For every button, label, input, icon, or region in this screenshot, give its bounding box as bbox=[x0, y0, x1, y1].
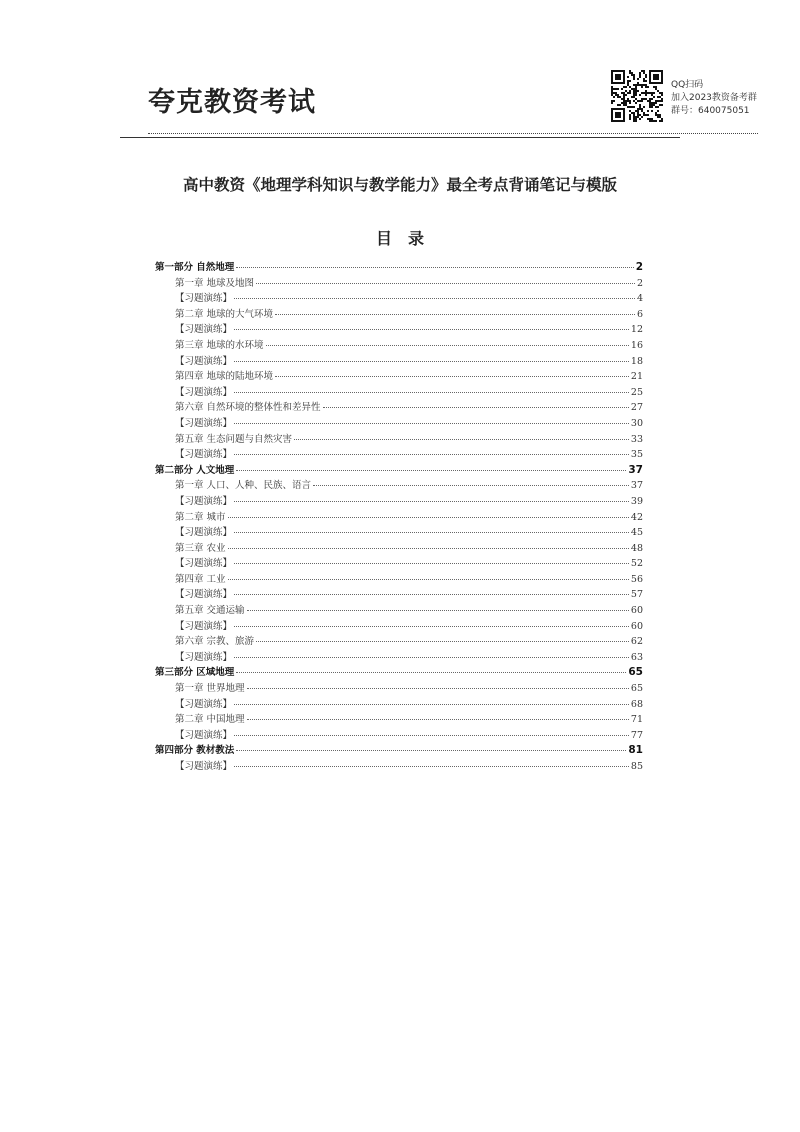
toc-dot-leader bbox=[234, 704, 629, 705]
toc-entry-label: 【习题演练】 bbox=[175, 386, 233, 398]
toc-dot-leader bbox=[234, 361, 629, 362]
toc-entry-page: 4 bbox=[636, 293, 643, 305]
toc-dot-leader bbox=[236, 267, 633, 268]
toc-dot-leader bbox=[234, 657, 629, 658]
toc-part-entry[interactable] bbox=[155, 259, 643, 275]
toc-entry-page: 33 bbox=[630, 433, 643, 445]
toc-chapter-entry[interactable] bbox=[155, 337, 643, 353]
toc-entry-page: 12 bbox=[630, 324, 643, 336]
qq-scan-label: QQ扫码 bbox=[671, 80, 704, 90]
toc-entry-page: 27 bbox=[630, 402, 643, 414]
toc-entry-label: 第二章 中国地理 bbox=[175, 714, 245, 726]
toc-chapter-entry[interactable] bbox=[155, 415, 643, 431]
toc-chapter-entry[interactable] bbox=[155, 758, 643, 774]
toc-dot-leader bbox=[234, 454, 629, 455]
toc-dot-leader bbox=[234, 626, 629, 627]
toc-entry-label: 第三章 地球的水环境 bbox=[175, 339, 264, 351]
toc-entry-label: 【习题演练】 bbox=[175, 620, 233, 632]
toc-entry-label: 第三部分 区域地理 bbox=[155, 667, 235, 679]
toc-entry-label: 第二章 地球的大气环境 bbox=[175, 308, 274, 320]
toc-entry-page: 60 bbox=[630, 620, 643, 632]
toc-entry-label: 第六章 自然环境的整体性和差异性 bbox=[175, 402, 321, 414]
toc-entry-label: 【习题演练】 bbox=[175, 761, 233, 772]
toc-chapter-entry[interactable] bbox=[155, 446, 643, 462]
toc-dot-leader bbox=[234, 329, 629, 330]
toc-dot-leader bbox=[247, 688, 629, 689]
toc-chapter-entry[interactable] bbox=[155, 431, 643, 447]
toc-chapter-entry[interactable] bbox=[155, 384, 643, 400]
toc-chapter-entry[interactable] bbox=[155, 368, 643, 384]
toc-chapter-entry[interactable] bbox=[155, 618, 643, 634]
toc-entry-label: 第二章 城市 bbox=[175, 511, 226, 523]
toc-entry-label: 【习题演练】 bbox=[175, 558, 233, 570]
brand-logo-text: 夸克教资考试 bbox=[148, 87, 316, 118]
toc-dot-leader bbox=[234, 563, 629, 564]
toc-entry-label: 【习题演练】 bbox=[175, 589, 233, 601]
toc-entry-page: 16 bbox=[630, 339, 643, 351]
toc-dot-leader bbox=[323, 407, 629, 408]
toc-entry-page: 18 bbox=[630, 355, 643, 367]
toc-dot-leader bbox=[294, 439, 629, 440]
toc-entry-page: 63 bbox=[630, 651, 643, 663]
toc-part-entry[interactable] bbox=[155, 462, 643, 478]
toc-chapter-entry[interactable] bbox=[155, 711, 643, 727]
toc-entry-page: 52 bbox=[630, 558, 643, 570]
toc-entry-label: 第一章 世界地理 bbox=[175, 683, 245, 695]
toc-entry-page: 65 bbox=[628, 666, 643, 679]
document-title: 高中教资《地理学科知识与教学能力》最全考点背诵笔记与模版 bbox=[182, 176, 617, 194]
toc-entry-label: 【习题演练】 bbox=[175, 293, 233, 305]
toc-dot-leader bbox=[313, 485, 629, 486]
toc-entry-label: 【习题演练】 bbox=[175, 449, 233, 461]
table-of-contents bbox=[155, 259, 643, 774]
toc-entry-page: 42 bbox=[630, 511, 643, 523]
toc-entry-page: 71 bbox=[630, 714, 643, 726]
toc-entry-label: 第一章 人口、人种、民族、语言 bbox=[175, 480, 312, 492]
toc-dot-leader bbox=[247, 719, 629, 720]
toc-entry-label: 第四章 工业 bbox=[175, 573, 226, 585]
toc-dot-leader bbox=[234, 423, 629, 424]
toc-entry-page: 81 bbox=[628, 744, 643, 757]
qr-code-icon bbox=[611, 70, 663, 122]
toc-entry-page: 65 bbox=[630, 683, 643, 695]
toc-entry-page: 6 bbox=[636, 308, 643, 320]
toc-part-entry[interactable] bbox=[155, 742, 643, 758]
toc-entry-page: 2 bbox=[636, 277, 643, 289]
toc-chapter-entry[interactable] bbox=[155, 524, 643, 540]
toc-chapter-entry[interactable] bbox=[155, 649, 643, 665]
toc-dot-leader bbox=[234, 594, 629, 595]
toc-part-entry[interactable] bbox=[155, 664, 643, 680]
toc-dot-leader bbox=[236, 750, 626, 751]
toc-entry-page: 2 bbox=[635, 261, 643, 273]
toc-entry-label: 【习题演练】 bbox=[175, 729, 233, 741]
qq-group-number: 群号：640075051 bbox=[671, 106, 750, 116]
toc-entry-page: 39 bbox=[630, 495, 643, 507]
toc-dot-leader bbox=[266, 345, 629, 346]
toc-chapter-entry[interactable] bbox=[155, 509, 643, 525]
toc-dot-leader bbox=[228, 548, 629, 549]
toc-entry-label: 【习题演练】 bbox=[175, 495, 233, 507]
toc-entry-label: 第二部分 人文地理 bbox=[155, 464, 235, 476]
toc-entry-label: 第一章 地球及地图 bbox=[175, 277, 255, 289]
toc-entry-page: 57 bbox=[630, 589, 643, 601]
toc-dot-leader bbox=[256, 283, 635, 284]
toc-chapter-entry[interactable] bbox=[155, 275, 643, 291]
toc-dot-leader bbox=[234, 735, 629, 736]
toc-dot-leader bbox=[228, 517, 629, 518]
toc-entry-page: 37 bbox=[630, 480, 643, 492]
toc-dot-leader bbox=[234, 392, 629, 393]
toc-entry-label: 【习题演练】 bbox=[175, 651, 233, 663]
toc-entry-label: 【习题演练】 bbox=[175, 355, 233, 367]
toc-chapter-entry[interactable] bbox=[155, 540, 643, 556]
toc-entry-label: 【习题演练】 bbox=[175, 324, 233, 336]
toc-entry-page: 35 bbox=[630, 449, 643, 461]
toc-entry-page: 60 bbox=[630, 605, 643, 617]
header-dotted-divider bbox=[148, 133, 758, 134]
toc-entry-label: 【习题演练】 bbox=[175, 527, 233, 539]
toc-chapter-entry[interactable] bbox=[155, 727, 643, 743]
toc-dot-leader bbox=[228, 579, 629, 580]
toc-chapter-entry[interactable] bbox=[155, 493, 643, 509]
toc-entry-page: 77 bbox=[630, 729, 643, 741]
toc-entry-label: 第三章 农业 bbox=[175, 542, 226, 554]
toc-entry-label: 第四部分 教材教法 bbox=[155, 745, 235, 757]
toc-dot-leader bbox=[236, 470, 626, 471]
toc-dot-leader bbox=[234, 532, 629, 533]
toc-entry-label: 第六章 宗教、旅游 bbox=[175, 636, 255, 648]
toc-entry-page: 85 bbox=[630, 761, 643, 772]
toc-entry-page: 30 bbox=[630, 417, 643, 429]
toc-dot-leader bbox=[247, 610, 629, 611]
toc-entry-page: 62 bbox=[630, 636, 643, 648]
toc-entry-page: 48 bbox=[630, 542, 643, 554]
toc-entry-label: 第五章 交通运输 bbox=[175, 605, 245, 617]
toc-dot-leader bbox=[275, 376, 629, 377]
toc-chapter-entry[interactable] bbox=[155, 680, 643, 696]
toc-chapter-entry[interactable] bbox=[155, 353, 643, 369]
toc-entry-page: 45 bbox=[630, 527, 643, 539]
toc-entry-page: 25 bbox=[630, 386, 643, 398]
toc-entry-label: 第一部分 自然地理 bbox=[155, 262, 235, 273]
toc-dot-leader bbox=[234, 501, 629, 502]
toc-dot-leader bbox=[275, 314, 635, 315]
toc-entry-page: 56 bbox=[630, 573, 643, 585]
qq-join-label: 加入2023教资备考群 bbox=[671, 93, 757, 103]
toc-chapter-entry[interactable] bbox=[155, 602, 643, 618]
toc-chapter-entry[interactable] bbox=[155, 586, 643, 602]
toc-entry-label: 【习题演练】 bbox=[175, 698, 233, 710]
toc-chapter-entry[interactable] bbox=[155, 696, 643, 712]
toc-entry-label: 第四章 地球的陆地环境 bbox=[175, 371, 274, 383]
toc-dot-leader bbox=[234, 766, 629, 767]
toc-dot-leader bbox=[234, 298, 635, 299]
toc-chapter-entry[interactable] bbox=[155, 321, 643, 337]
toc-chapter-entry[interactable] bbox=[155, 555, 643, 571]
toc-chapter-entry[interactable] bbox=[155, 633, 643, 649]
toc-chapter-entry[interactable] bbox=[155, 290, 643, 306]
toc-chapter-entry[interactable] bbox=[155, 399, 643, 415]
toc-entry-label: 第五章 生态问题与自然灾害 bbox=[175, 433, 293, 445]
toc-entry-page: 37 bbox=[628, 463, 643, 476]
toc-entry-page: 68 bbox=[630, 698, 643, 710]
toc-chapter-entry[interactable] bbox=[155, 306, 643, 322]
header-solid-divider bbox=[120, 137, 680, 138]
toc-dot-leader bbox=[256, 641, 629, 642]
toc-entry-page: 21 bbox=[630, 371, 643, 383]
toc-heading: 目录 bbox=[375, 229, 440, 248]
toc-chapter-entry[interactable] bbox=[155, 477, 643, 493]
qq-group-info bbox=[671, 79, 757, 118]
toc-entry-label: 【习题演练】 bbox=[175, 417, 233, 429]
toc-dot-leader bbox=[236, 672, 626, 673]
toc-chapter-entry[interactable] bbox=[155, 571, 643, 587]
